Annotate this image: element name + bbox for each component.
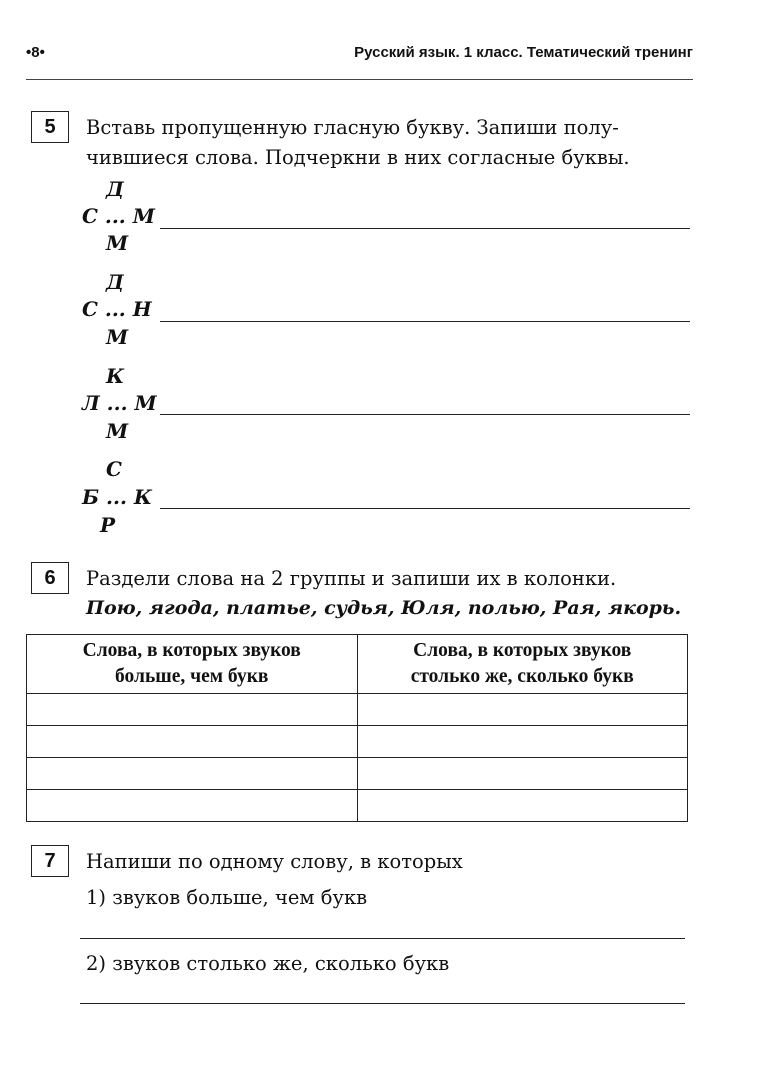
table-cell[interactable] — [27, 758, 358, 790]
column-header-line: Слова, в которых звуков — [82, 640, 301, 661]
task-5-item-1-top-letter: Д — [106, 177, 124, 201]
task-7-answer-line-1[interactable] — [80, 938, 685, 939]
column-header-line: столько же, сколько букв — [410, 666, 634, 687]
task-5-item-4-answer-line[interactable] — [160, 508, 690, 509]
task-7-number: 7 — [31, 845, 69, 877]
task-5-item-2-answer-line[interactable] — [160, 321, 690, 322]
table-row — [27, 726, 688, 758]
task-5-item-3-top-letter: К — [106, 364, 125, 388]
header-divider — [26, 79, 693, 80]
column-header-line: больше, чем букв — [115, 666, 269, 687]
column-header-more-sounds — [27, 635, 358, 694]
table-cell[interactable] — [27, 790, 358, 822]
table-cell[interactable] — [357, 726, 688, 758]
page-number: •8• — [26, 44, 45, 61]
task-7-subtask-2: 2) звуков столько же, сколько букв — [86, 952, 450, 975]
task-5-item-3-bottom-letter: М — [106, 419, 129, 443]
task-5-item-2-top-letter: Д — [106, 270, 124, 294]
table-row — [27, 758, 688, 790]
task-5-instruction-line-1: Вставь пропущенную гласную букву. Запиши полу- — [86, 116, 619, 139]
task-7-instruction: Напиши по одному слову, в которых — [86, 850, 463, 873]
task-5-item-4-bottom-letter: Р — [100, 513, 116, 537]
task-6-instruction: Раздели слова на 2 группы и запиши их в колонки. — [86, 567, 617, 590]
task-5-number: 5 — [31, 111, 69, 143]
task-5-item-1-answer-line[interactable] — [160, 228, 690, 229]
task-5-item-2-word: С ... Н — [82, 297, 152, 321]
task-6-word-list: Пою, ягода, платье, судья, Юля, полью, Рая, якорь. — [86, 597, 682, 619]
task-6-table — [26, 634, 688, 822]
column-header-line: Слова, в которых звуков — [413, 640, 632, 661]
task-5-item-4-word: Б ... К — [82, 485, 153, 509]
table-cell[interactable] — [357, 694, 688, 726]
table-cell[interactable] — [357, 758, 688, 790]
task-5-item-3-word: Л ... М — [82, 391, 157, 415]
table-cell[interactable] — [27, 694, 358, 726]
book-title: Русский язык. 1 класс. Тематический тренинг — [354, 44, 693, 61]
column-header-equal-sounds — [357, 635, 688, 694]
table-row — [27, 694, 688, 726]
task-5-instruction-line-2: чившиеся слова. Подчеркни в них согласные буквы. — [86, 146, 630, 169]
task-5-item-1-word: С ... М — [82, 204, 155, 228]
task-5-item-4-top-letter: С — [106, 457, 122, 481]
table-row — [27, 790, 688, 822]
task-6-number: 6 — [31, 562, 69, 594]
page-header — [26, 44, 693, 64]
table-cell[interactable] — [27, 726, 358, 758]
task-5-item-2-bottom-letter: М — [106, 325, 129, 349]
task-5-item-1-bottom-letter: М — [106, 231, 129, 255]
table-header-row — [27, 635, 688, 694]
task-5-item-3-answer-line[interactable] — [160, 414, 690, 415]
table-cell[interactable] — [357, 790, 688, 822]
task-7-subtask-1: 1) звуков больше, чем букв — [86, 886, 368, 909]
task-7-answer-line-2[interactable] — [80, 1003, 685, 1004]
